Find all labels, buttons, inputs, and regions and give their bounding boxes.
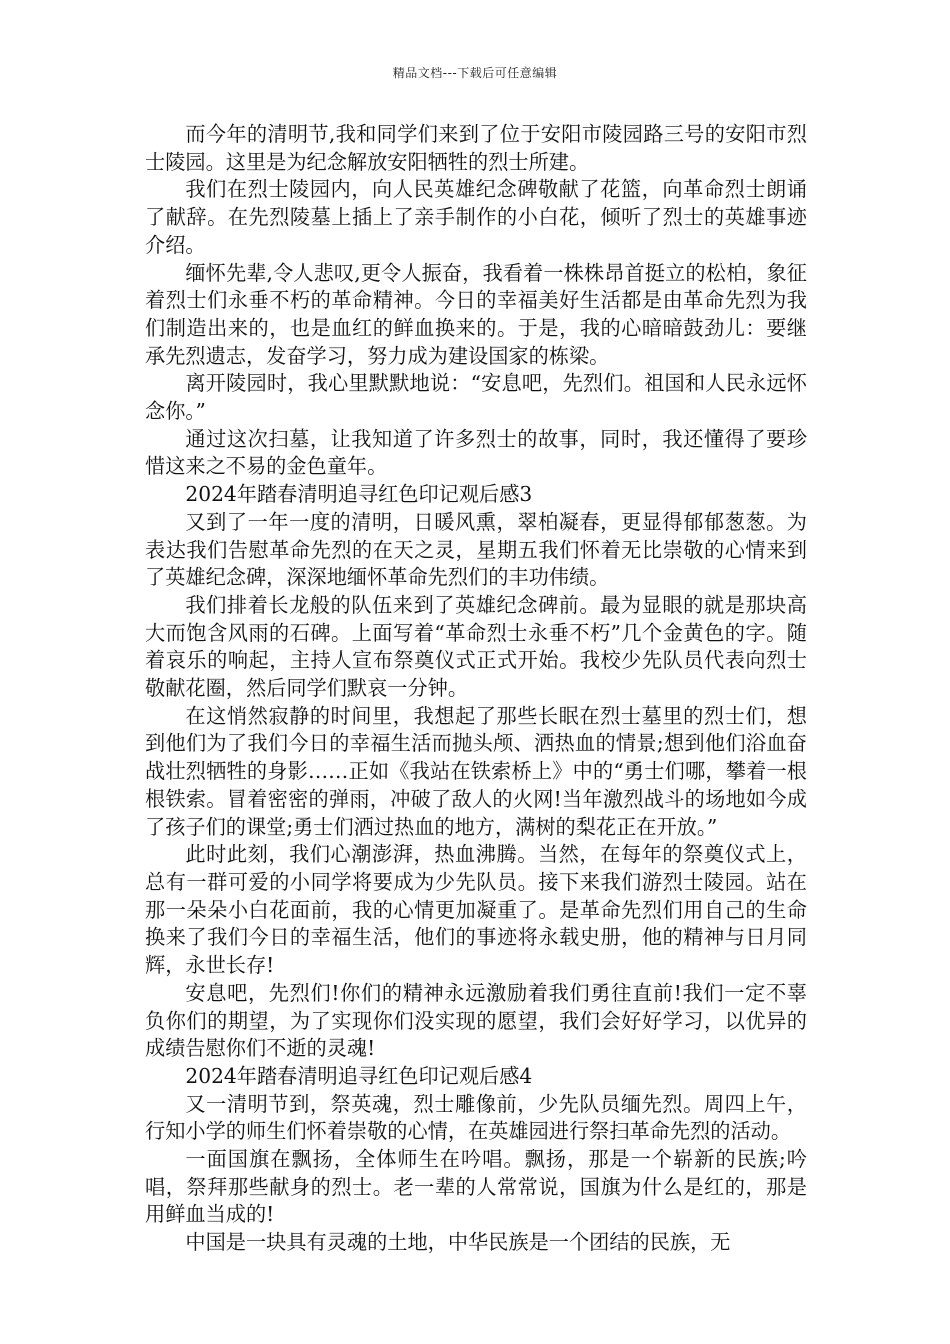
paragraph: 而今年的清明节,我和同学们来到了位于安阳市陵园路三号的安阳市烈士陵园。这里是为纪念解放安阳牺牲的烈士所建。: [145, 122, 807, 174]
paragraph: 我们排着长龙般的队伍来到了英雄纪念碑前。最为显眼的就是那块高大而饱含风雨的石碑。上面写着“革命烈士永垂不朽”几个金黄色的字。随着哀乐的响起，主持人宣布祭奠仪式正式开始。我校少先队员代表向烈士敬献花圈，然后同学们默哀一分钟。: [145, 592, 807, 701]
paragraph: 又一清明节到，祭英魂，烈士雕像前，少先队员缅先烈。周四上午，行知小学的师生们怀着崇敬的心情，在英雄园进行祭扫革命先烈的活动。: [145, 1091, 807, 1144]
section-heading: 2024年踏春清明追寻红色印记观后感4: [185, 1063, 533, 1088]
paragraph: 离开陵园时，我心里默默地说：“安息吧，先烈们。祖国和人民永远怀念你。”: [145, 371, 807, 424]
document-body: [145, 121, 807, 1257]
paragraph: 一面国旗在飘扬，全体师生在吟唱。飘扬，那是一个崭新的民族;吟唱，祭拜那些献身的烈士。老一辈的人常常说，国旗为什么是红的，那是用鲜血当成的!: [145, 1147, 807, 1227]
paragraph: 安息吧，先烈们!你们的精神永远激励着我们勇往直前!我们一定不辜负你们的期望，为了实现你们没实现的愿望，我们会好好学习，以优异的成绩告慰你们不逝的灵魂!: [145, 980, 807, 1061]
paragraph: 中国是一块具有灵魂的土地，中华民族是一个团结的民族，无: [185, 1230, 731, 1255]
paragraph: 在这悄然寂静的时间里，我想起了那些长眠在烈士墓里的烈士们，想到他们为了我们今日的幸福生活而抛头颅、洒热血的情景;想到他们浴血奋战壮烈牺牲的身影……正如《我站在铁索桥上》中的“勇士们哪，攀着一根根铁索。冒着密密的弹雨，冲破了敌人的火网!当年激烈战斗的场地如今成了孩子们的课堂;勇士们洒过热血的地方，满树的梨花正在开放。”: [145, 703, 807, 839]
page-header: 精品文档---下载后可任意编辑: [392, 66, 558, 80]
paragraph: 我们在烈士陵园内，向人民英雄纪念碑敬献了花篮，向革命烈士朗诵了献辞。在先烈陵墓上插上了亲手制作的小白花，倾听了烈士的英雄事迹介绍。: [145, 177, 807, 257]
paragraph: 缅怀先辈,令人悲叹,更令人振奋，我看着一株株昂首挺立的松柏，象征着烈士们永垂不朽的革命精神。今日的幸福美好生活都是由革命先烈为我们制造出来的，也是血红的鲜血换来的。于是，我的心暗暗鼓劲儿：要继承先烈遗志，发奋学习，努力成为建设国家的栋梁。: [145, 260, 807, 368]
paragraph: 此时此刻，我们心潮澎湃，热血沸腾。当然，在每年的祭奠仪式上，总有一群可爱的小同学将要成为少先队员。接下来我们游烈士陵园。站在那一朵朵小白花面前，我的心情更加凝重了。是革命先烈们用自己的生命换来了我们今日的幸福生活，他们的事迹将永载史册，他的精神与日月同辉，永世长存!: [145, 842, 807, 978]
section-heading: 2024年踏春清明追寻红色印记观后感3: [185, 482, 533, 507]
paragraph: 通过这次扫墓，让我知道了许多烈士的故事，同时，我还懂得了要珍惜这来之不易的金色童年。: [145, 426, 807, 479]
paragraph: 又到了一年一度的清明，日暖风熏，翠柏凝春，更显得郁郁葱葱。为表达我们告慰革命先烈的在天之灵，星期五我们怀着无比崇敬的心情来到了英雄纪念碑，深深地缅怀革命先烈们的丰功伟绩。: [145, 509, 807, 590]
